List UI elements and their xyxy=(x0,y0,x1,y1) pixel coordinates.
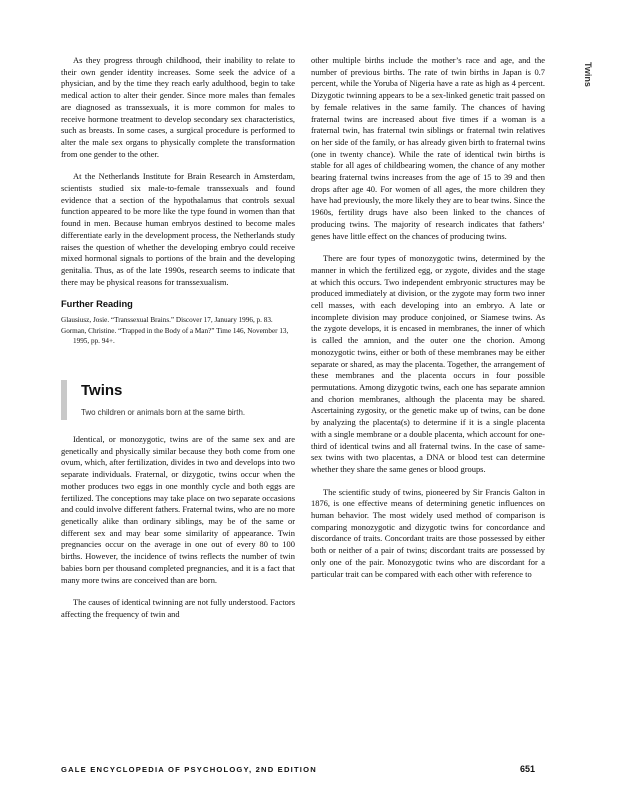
reference-gorman: Gorman, Christine. “Trapped in the Body of a Man?” Time 146, November 13, 1995, pp. 94+. xyxy=(61,327,289,346)
right-column xyxy=(311,55,545,580)
running-head: Twins xyxy=(583,62,593,87)
further-reading-heading: Further Reading xyxy=(61,299,133,310)
paragraph-netherlands-study: At the Netherlands Institute for Brain Research in Amsterdam, scientists studied six male-to-female transsexuals and found evidence that a section of the hypothalamus that controls sexual function appeared to be more like the type found in women than that found in men. Because human embryos destined to become males differentiate early in the development process, the Netherlands study raises the question of whether the developing embryo could receive mixed hormonal signals to portions of the brain and the developing genitalia. Thus, as of the late 1990s, research seems to indicate that there may be physical reasons for transsexualism. xyxy=(61,171,295,287)
paragraph-twin-studies: The scientific study of twins, pioneered by Sir Francis Galton in 1876, is one effective means of determining genetic influences on human behavior. The most widely used method of comparison is comparing monozygotic and dizygotic twins for concordance and discordance of traits. Concordant traits are those possessed by either both or neither of a pair of twins; discordant traits are possessed by only one of the pair. Monozygotic twins who are discordant for a particular trait can be compared with each other with reference to xyxy=(311,486,545,579)
paragraph-transsexual-progression: As they progress through childhood, their inability to relate to their own gender identity increases. Some seek the advice of a physician, and by the time they reach early adulthood, begin to take medical action to alter their gender. Since more males than females are diagnosed as transsexuals, it is more common for males to receive hormone treatment to develop secondary sex characteristics, such as breasts. In some cases, a surgical procedure is performed to alter the male sex organs to physically complete the transformation from one gender to the other. xyxy=(61,55,295,159)
entry-header-box xyxy=(61,380,295,420)
footer-publication: GALE ENCYCLOPEDIA OF PSYCHOLOGY, 2ND EDITION xyxy=(61,765,317,774)
reference-glausiusz: Glausiusz, Josie. “Transsexual Brains.” Discover 17, January 1996, p. 83. xyxy=(61,316,273,325)
paragraph-twin-types: Identical, or monozygotic, twins are of the same sex and are genetically and physically similar because they both come from one ovum, which, after fertilization, divides in two and develops into two separate individuals. Fraternal, or dizygotic, twins occur when the mother produces two eggs in one monthly cycle and both eggs are fertilized. The conceptions may take place on two separate occasions and could involve different fathers. Fraternal twins, who are no more genetically alike than ordinary siblings, may be of the same or different sex and may bear some similarity of appearance. Twin pregnancies occur on the average in one out of every 80 to 100 births. However, the incidence of twins reflects the number of twin babies born per thousand completed pregnancies, and it is a fact that many more twins are conceived than are born. xyxy=(61,434,295,585)
left-column xyxy=(61,55,295,621)
paragraph-multiple-birth-factors: other multiple births include the mother’s race and age, and the number of previous births. The rate of twin births in Japan is 0.7 percent, while the Yoruba of Nigeria have a rate as high as 4 percent. Dizygotic twinning appears to be a sex-linked genetic trait passed on by female relatives in the same family. The chances of having fraternal twins are increased about five times if a woman is a fraternal twin, has fraternal twin siblings or fraternal twin relatives on her side of the family, or has already given birth to fraternal twins (one in twenty chance). While the rate of identical twin births is stable for all ages of childbearing women, the chance of any mother bearing fraternal twins increases from the age of 15 to 39 and then drops after age 40. For women of all ages, the more children they have had previously, the more likely they are to bear twins. Since the 1960s, fertility drugs have also been linked to the chances of producing twins. The majority of research indicates that fathers’ genes have little effect on the chances of producing twins. xyxy=(311,55,545,241)
entry-definition: Two children or animals born at the same birth. xyxy=(81,408,246,418)
paragraph-monozygotic-types: There are four types of monozygotic twins, determined by the manner in which the fertilized egg, or zygote, divides and the stage at which this occurs. Two independent embryonic structures may be produced immediately at division, or the zygote may form two inner cell masses, with each developing into an embryo. A late or incomplete division may produce conjoined, or Siamese twins. As the zygote develops, it is encased in membranes, the inner of which is called the amnion, and the outer one the chorion. Among monozygotic twins, either or both of these membranes may be either separate or shared, as may the placenta. Together, the arrangement of these membranes and the placenta occurs in four possible permutations. Among dizygotic twins, each one has separate amnion and chorion membranes, although the placenta may be shared. Ascertaining zygosity, or the genetic make up of twins, can be done by analyzing the placenta(s) to determine if it is a single placenta with a single membrane or a double placenta, which account for one-third of identical twins and all fraternal twins. In the case of same-sex twins with two placentas, a DNA or blood test can determine whether they share the same genes or blood groups. xyxy=(311,253,545,474)
paragraph-twinning-causes: The causes of identical twinning are not fully understood. Factors affecting the frequency of twin and xyxy=(61,597,295,619)
footer-page-number: 651 xyxy=(520,764,536,774)
entry-title: Twins xyxy=(81,382,123,400)
